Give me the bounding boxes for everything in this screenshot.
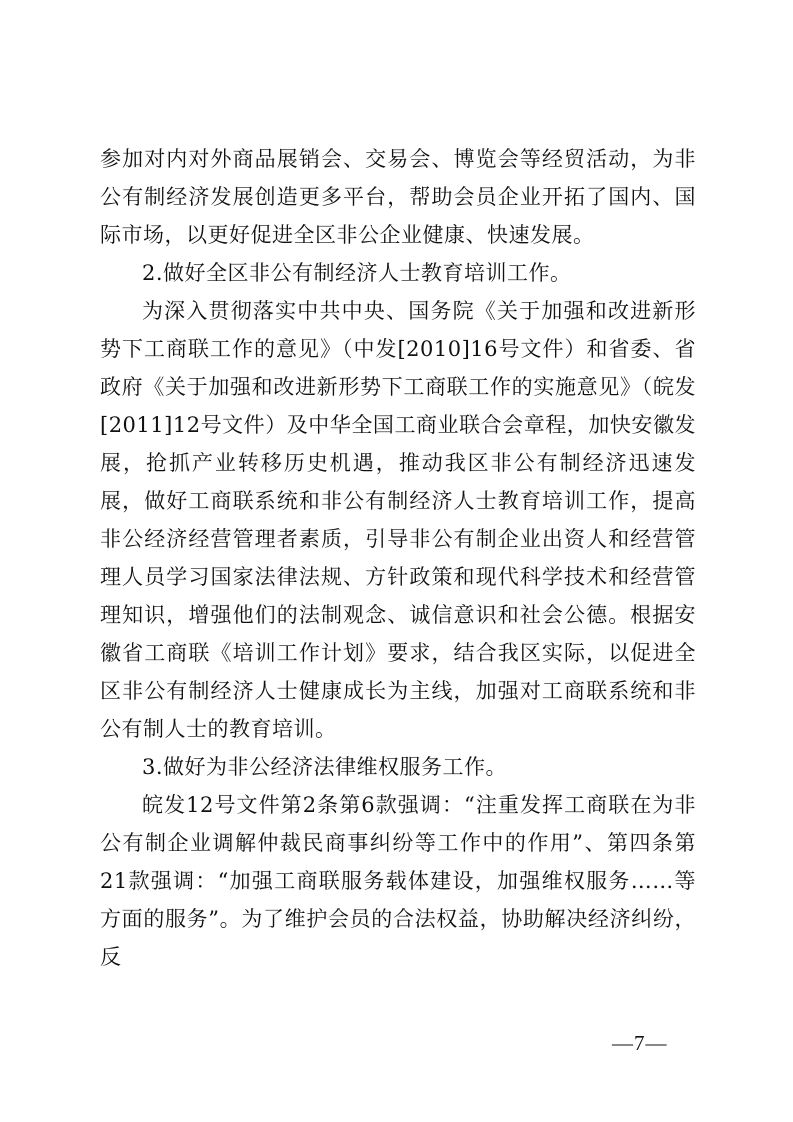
section-heading-education-training: 2.做好全区非公有制经济人士教育培训工作。 xyxy=(142,261,572,285)
section-heading-legal-rights-service: 3.做好为非公经济法律维权服务工作。 xyxy=(142,755,508,779)
page-number: —7— xyxy=(612,1031,668,1055)
paragraph-education-training: 为深入贯彻落实中共中央、国务院《关于加强和改进新形势下工商联工作的意见》（中发[2010]16号文件）和省委、省政府《关于加强和改进新形势下工商联工作的实施意见》（皖发[2011]12号文件）及中华全国工商业联合会章程，加快安徽发展，抢抓产业转移历史机遇，推动我区非公有制经济迅速发展，做好工商联系统和非公有制经济人士教育培训工作，提高非公经济经营管理者素质，引导非公有制企业出资人和经营管理人员学习国家法律法规、方针政策和现代科学技术和经营管理知识，增强他们的法制观念、诚信意识和社会公德。根据安徽省工商联《培训工作计划》要求，结合我区实际，以促进全区非公有制经济人士健康成长为主线，加强对工商联系统和非公有制人士的教育培训。 xyxy=(100,299,696,741)
paragraph-market-activities: 参加对内对外商品展销会、交易会、博览会等经贸活动，为非公有制经济发展创造更多平台，帮助会员企业开拓了国内、国际市场，以更好促进全区非公企业健康、快速发展。 xyxy=(100,147,696,247)
paragraph-legal-rights-service: 皖发12号文件第2条第6款强调：“注重发挥工商联在为非公有制企业调解仲裁民商事纠纷等工作中的作用”、第四条第21款强调：“加强工商联服务载体建设，加强维权服务……等方面的服务”。为了维护会员的合法权益，协助解决经济纠纷，反 xyxy=(100,793,696,969)
document-body xyxy=(100,140,696,976)
